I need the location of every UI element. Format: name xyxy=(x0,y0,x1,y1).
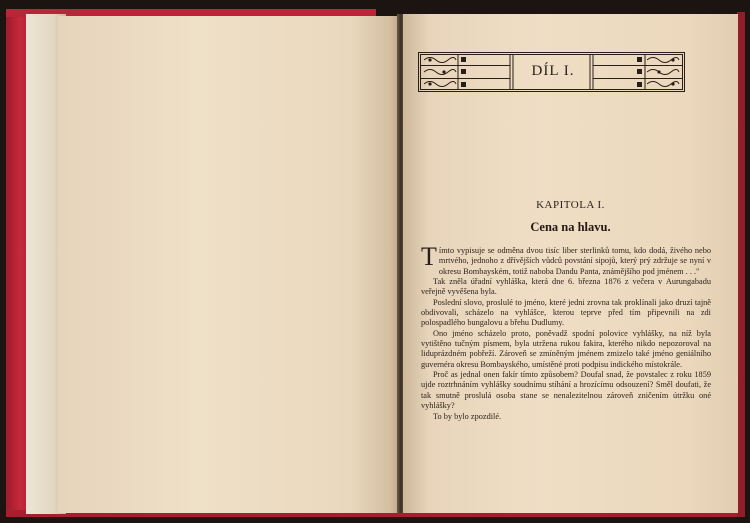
chapter-body-text xyxy=(421,242,711,422)
chapter-label: KAPITOLA I. xyxy=(536,199,605,211)
paragraph: Proč as jednal onen fakír tímto způsobem? Doufal snad, že povstalec z roku 1859 ujde roztrhnáním vyhlášky soudnímu stíhání a hrozícímu odsouzení? Směl doufati, že tak smutně proslulá osoba stane se nenalezitelnou zároveň zničením útržku oné vyhlášky? xyxy=(421,370,711,411)
drop-cap: T xyxy=(421,242,437,271)
part-header-ornament xyxy=(418,52,685,92)
book-cover-right-edge xyxy=(737,12,745,517)
part-title: DÍL I. xyxy=(531,63,575,79)
paragraph-text: ímto vypisuje se odměna dvou tisíc liber sterlinků tomu, kdo dodá, živého nebo mrtvého, jednoho z dřívějších vůdců povstání sipojů, který prý zdržuje se nyní v okresu Bombayském, totiž naboba Dandu Panta, známějšího pod jménem . . ." xyxy=(438,246,711,276)
paragraph: To by bylo zpozdilé. xyxy=(433,411,502,421)
paragraph xyxy=(421,242,711,277)
paragraph: Tak zněla úřadní vyhláška, která dne 6. března 1876 z večera v Aurungabadu veřejně vyvěšena byla. xyxy=(421,277,711,297)
paragraph: Poslední slovo, proslulé to jméno, které jedni zrovna tak proklínali jako druzí tajně obdivovali, scházelo na vyhlášce, kterou teprve před tím připevnili na zdi polospadlého bungalovu a břehu Dudlumy. xyxy=(421,297,711,328)
paragraph: Ono jméno scházelo proto, poněvadž spodní polovice vyhlášky, na níž byla vytištěno tučným písmem, byla utržena rukou fakira, kterého nikdo nepozoroval na liduprázdném pobřeží. Zároveň se zmíněným jménem zmizelo také jméno geniálního guvernéra okresu Bombayského, umístěné proti podpisu indického místokrále. xyxy=(421,328,711,369)
chapter-title: Cena na hlavu. xyxy=(530,220,611,234)
left-blank-page xyxy=(58,16,401,513)
right-page xyxy=(403,14,738,513)
